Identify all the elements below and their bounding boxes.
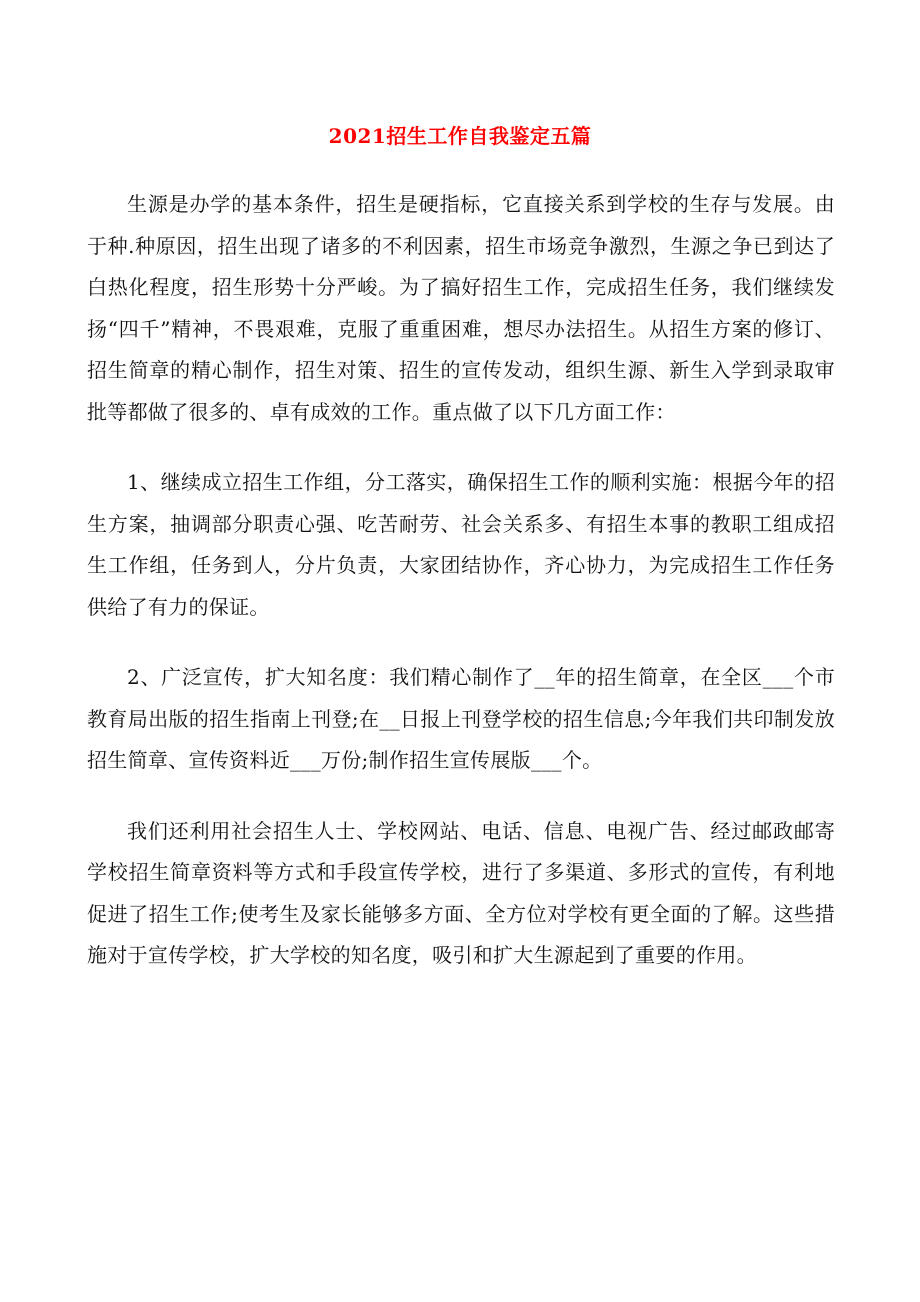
paragraph-promotion: 我们还利用社会招生人士、学校网站、电话、信息、电视广告、经过邮政邮寄学校招生简章资料等方式和手段宣传学校，进行了多渠道、多形式的宣传，有利地促进了招生工作;使考生及家长能够多方面、全方位对学校有更全面的了解。这些措施对于宣传学校，扩大学校的知名度，吸引和扩大生源起到了重要的作用。 xyxy=(87,818,835,967)
paragraph-intro: 生源是办学的基本条件，招生是硬指标，它直接关系到学校的生存与发展。由于种.种原因，招生出现了诸多的不利因素，招生市场竞争激烈，生源之争已到达了白热化程度，招生形势十分严峻。为了搞好招生工作，完成招生任务，我们继续发扬“四千”精神，不畏艰难，克服了重重困难，想尽办法招生。从招生方案的修订、招生简章的精心制作，招生对策、招生的宣传发动，组织生源、新生入学到录取审批等都做了很多的、卓有成效的工作。重点做了以下几方面工作： xyxy=(87,192,835,424)
paragraph-item-1: 1、继续成立招生工作组，分工落实，确保招生工作的顺利实施：根据今年的招生方案，抽调部分职责心强、吃苦耐劳、社会关系多、有招生本事的教职工组成招生工作组，任务到人，分片负责，大家团结协作，齐心协力，为完成招生工作任务供给了有力的保证。 xyxy=(87,470,835,619)
document-title: 2021招生工作自我鉴定五篇 xyxy=(328,124,592,148)
paragraph-item-2: 2、广泛宣传，扩大知名度：我们精心制作了__年的招生简章，在全区___个市教育局出版的招生指南上刊登;在__日报上刊登学校的招生信息;今年我们共印制发放招生简章、宣传资料近___万份;制作招生宣传展版___个。 xyxy=(87,665,835,772)
document-body xyxy=(87,184,835,1006)
